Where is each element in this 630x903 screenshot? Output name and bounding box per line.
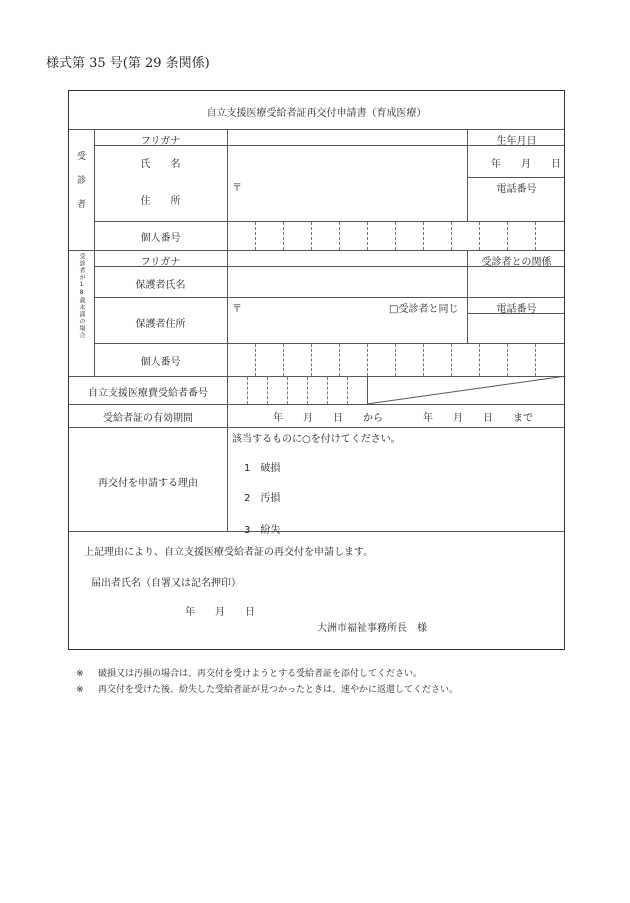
digit-divider (451, 222, 452, 250)
digit-divider (535, 344, 536, 376)
note-text: 破損又は汚損の場合は、再交付を受けようとする受給者証を添付してください。 (98, 669, 423, 679)
note-text: 再交付を受けた後、紛失した受給者証が見つかったときは、速やかに返還してください。 (98, 685, 459, 695)
guardian-address-label: 保護者住所 (135, 319, 186, 330)
digit-divider (367, 344, 368, 376)
digit-divider (283, 222, 284, 250)
digit-divider (479, 222, 480, 250)
divider (94, 343, 564, 344)
digit-divider (255, 344, 256, 376)
note-item (76, 682, 458, 698)
guardian-group-label: 受診者が18歳未満の場合 (78, 253, 85, 339)
divider (94, 221, 564, 222)
patient-phone-label: 電話番号 (496, 184, 537, 195)
digit-divider (307, 377, 308, 404)
validity-label: 受給者証の有効期間 (103, 413, 193, 424)
application-date: 年 月 日 (185, 607, 255, 618)
birthdate-label: 生年月日 (496, 136, 537, 147)
divider (69, 427, 564, 428)
digit-divider (327, 377, 328, 404)
reason-label: 再交付を申請する理由 (98, 478, 198, 489)
diagonal-strike (367, 376, 566, 404)
digit-divider (451, 344, 452, 376)
digit-divider (339, 222, 340, 250)
validity-from: 年 月 日 から (273, 413, 383, 424)
digit-divider (395, 222, 396, 250)
form-number: 様式第 35 号(第 29 条関係) (46, 56, 210, 71)
divider (69, 531, 564, 532)
guardian-name-label: 保護者氏名 (135, 280, 186, 291)
digit-divider (287, 377, 288, 404)
digit-divider (347, 377, 348, 404)
addressee: 大洲市福祉事務所長 様 (317, 623, 427, 634)
patient-furigana-label: フリガナ (140, 136, 181, 147)
digit-divider (255, 222, 256, 250)
applicant-name-label: 届出者氏名（自署又は記名押印） (91, 578, 241, 589)
patient-postal-mark: 〒 (232, 183, 242, 194)
reason-option-soiled[interactable]: 2 汚損 (244, 493, 281, 504)
form-title: 自立支援医療受給者証再交付申請書（育成医療） (206, 108, 427, 119)
digit-divider (479, 344, 480, 376)
digit-divider (311, 344, 312, 376)
note-mark: ※ (76, 669, 84, 679)
digit-divider (311, 222, 312, 250)
note-item (76, 666, 458, 682)
footnotes (76, 666, 458, 698)
note-mark: ※ (76, 685, 84, 695)
recipient-number-label: 自立支援医療費受給者番号 (88, 388, 208, 399)
same-as-patient-checkbox[interactable]: □受診者と同じ (389, 304, 459, 315)
guardian-phone-label: 電話番号 (496, 304, 537, 315)
digit-divider (507, 222, 508, 250)
divider (227, 129, 228, 531)
digit-divider (423, 344, 424, 376)
reason-option-damaged[interactable]: 1 破損 (244, 463, 281, 474)
digit-divider (367, 222, 368, 250)
patient-mynumber-label: 個人番号 (140, 233, 181, 244)
digit-divider (247, 377, 248, 404)
guardian-mynumber-label: 個人番号 (140, 357, 181, 368)
digit-divider (339, 344, 340, 376)
digit-divider (395, 344, 396, 376)
divider (69, 129, 564, 130)
digit-divider (283, 344, 284, 376)
digit-divider (507, 344, 508, 376)
birthdate-placeholder: 年 月 日 (491, 159, 561, 170)
divider (69, 404, 564, 405)
declaration: 上記理由により、自立支援医療受給者証の再交付を申請します。 (84, 547, 374, 558)
validity-to: 年 月 日 まで (423, 413, 533, 424)
reason-option-lost[interactable]: 3 紛失 (244, 525, 281, 536)
patient-group-label: 受診者 (75, 151, 85, 223)
divider (467, 177, 564, 178)
reason-instruction: 該当するものに○を付けてください。 (232, 434, 401, 445)
guardian-postal-mark: 〒 (232, 304, 242, 315)
divider (94, 297, 564, 298)
patient-name-label: 氏 名 (140, 159, 181, 170)
digit-divider (535, 222, 536, 250)
relation-label: 受診者との関係 (481, 257, 552, 268)
divider (69, 250, 564, 251)
patient-address-label: 住 所 (140, 196, 181, 207)
digit-divider (267, 377, 268, 404)
application-form (68, 90, 565, 650)
digit-divider (423, 222, 424, 250)
guardian-furigana-label: フリガナ (140, 257, 181, 268)
